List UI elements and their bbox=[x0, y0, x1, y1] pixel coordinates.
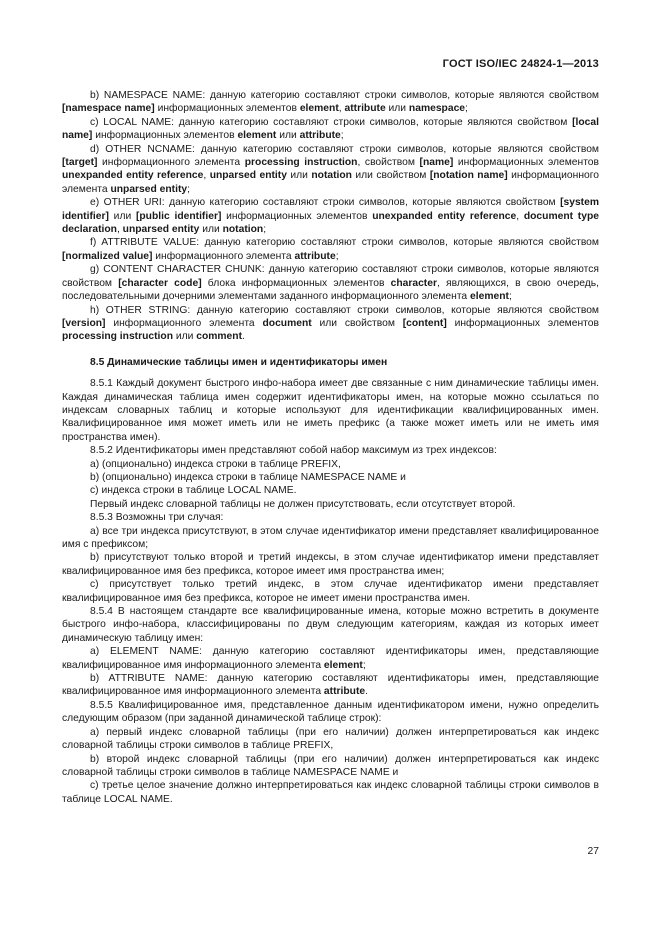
list-item: a) первый индекс словарной таблицы (при его наличии) должен интерпретироваться как индекс словарной таблицы строки символов в таблице PREFIX, bbox=[62, 726, 599, 752]
list-item: a) (опционально) индекса строки в таблице PREFIX, bbox=[90, 458, 341, 470]
list-item-c: c) LOCAL NAME: данную категорию составляют строки символов, которые являются свойством [local name] информационных элементов element или attribute; bbox=[62, 116, 599, 142]
paragraph-8-5-3: 8.5.3 Возможны три случая: bbox=[90, 512, 224, 524]
list-item: b) ATTRIBUTE NAME: данную категорию составляют идентификаторы имен, представляющие квалифицированное имя информационного элемента attribute. bbox=[62, 673, 599, 698]
list-item: c) третье целое значение должно интерпретироваться как индекс словарной таблицы строки символов в таблице LOCAL NAME. bbox=[62, 780, 599, 805]
list-item: c) присутствует только третий индекс, в этом случае идентификатор имени представляет квалифицированное имя без префикса, которое не имеет имени пространства имен. bbox=[62, 579, 599, 604]
list-item: b) присутствуют только второй и третий индексы, в этом случае идентификатор имени представляет квалифицированное имя без префикса, которое имеет имя пространства имен; bbox=[62, 552, 599, 577]
section-heading: 8.5 Динамические таблицы имен и идентификаторы имен bbox=[90, 356, 388, 368]
paragraph-8-5-4: 8.5.4 В настоящем стандарте все квалифицированные имена, которые можно встретить в документе быстрого инфо-набора, классифицированы по двум следующим категориям, каждая из которых имеет динамическую таблицу имен: bbox=[62, 606, 599, 644]
paragraph-8-5-1: 8.5.1 Каждый документ быстрого инфо-набора имеет две связанные с ним динамические таблицы имен. Каждая динамическая таблица имен содержит идентификаторы имен, на которые можно ссылаться по индексам словарных таблиц и которые используют для идентификации квалифицированных имен. Квалифицированное имя может иметь или не иметь префикс (а также может иметь или не иметь имя пространства имен). bbox=[62, 378, 599, 443]
list-item: a) все три индекса присутствуют, в этом случае идентификатор имени представляет квалифицированное имя с префиксом; bbox=[62, 525, 599, 550]
definition-list bbox=[62, 89, 599, 344]
document-body bbox=[62, 89, 599, 806]
list-item-f: f) ATTRIBUTE VALUE: данную категорию составляют строки символов, которые являются свойством [normalized value] информационного элемента attribute; bbox=[62, 237, 599, 262]
list-item-e: e) OTHER URI: данную категорию составляют строки символов, которые являются свойством [system identifier] или [public identifier] информационных элементов unexpanded entity reference, document type declaration, unparsed entity или notation; bbox=[62, 197, 599, 236]
list-item: b) (опционально) индекса строки в таблице NAMESPACE NAME и bbox=[90, 471, 406, 483]
paragraph-8-5-2: 8.5.2 Идентификаторы имен представляют собой набор максимум из трех индексов: bbox=[90, 445, 497, 457]
section-body bbox=[62, 377, 599, 806]
list-item-d: d) OTHER NCNAME: данную категорию составляют строки символов, которые являются свойством [target] информационного элемента processing instruction, свойством [name] информационных элементов unexpanded entity reference, unparsed entity или notation или свойством [notation name] информационного элемента unparsed entity; bbox=[62, 143, 599, 195]
list-item: a) ELEMENT NAME: данную категорию составляют идентификаторы имен, представляющие квалифицированное имя информационного элемента element; bbox=[62, 646, 599, 671]
list-item-b: b) NAMESPACE NAME: данную категорию составляют строки символов, которые являются свойством [namespace name] информационных элементов element, attribute или namespace; bbox=[62, 90, 599, 115]
list-item: c) индекса строки в таблице LOCAL NAME. bbox=[90, 485, 297, 497]
list-item-g: g) CONTENT CHARACTER CHUNK: данную категорию составляют строки символов, которые являются свойством [character code] блока информационных элементов character, являющихся, в свою очередь, последовательными дочерними элементами заданного информационного элемента element; bbox=[62, 264, 599, 303]
paragraph: Первый индекс словарной таблицы не должен присутствовать, если отсутствует второй. bbox=[90, 498, 516, 510]
paragraph-8-5-5: 8.5.5 Квалифицированное имя, представленное данным идентификатором имени, нужно определить следующим образом (при заданной динамической таблице строк): bbox=[62, 699, 599, 725]
list-item: b) второй индекс словарной таблицы (при его наличии) должен интерпретироваться как индекс словарной таблицы строки символов в таблице NAMESPACE NAME и bbox=[62, 753, 599, 778]
page-number: 27 bbox=[587, 846, 599, 857]
list-item-h: h) OTHER STRING: данную категорию составляют строки символов, которые являются свойством [version] информационного элемента document или свойством [content] информационных элементов processing instruction или comment. bbox=[62, 304, 599, 343]
document-header: ГОСТ ISO/IEC 24824-1—2013 bbox=[442, 58, 599, 70]
